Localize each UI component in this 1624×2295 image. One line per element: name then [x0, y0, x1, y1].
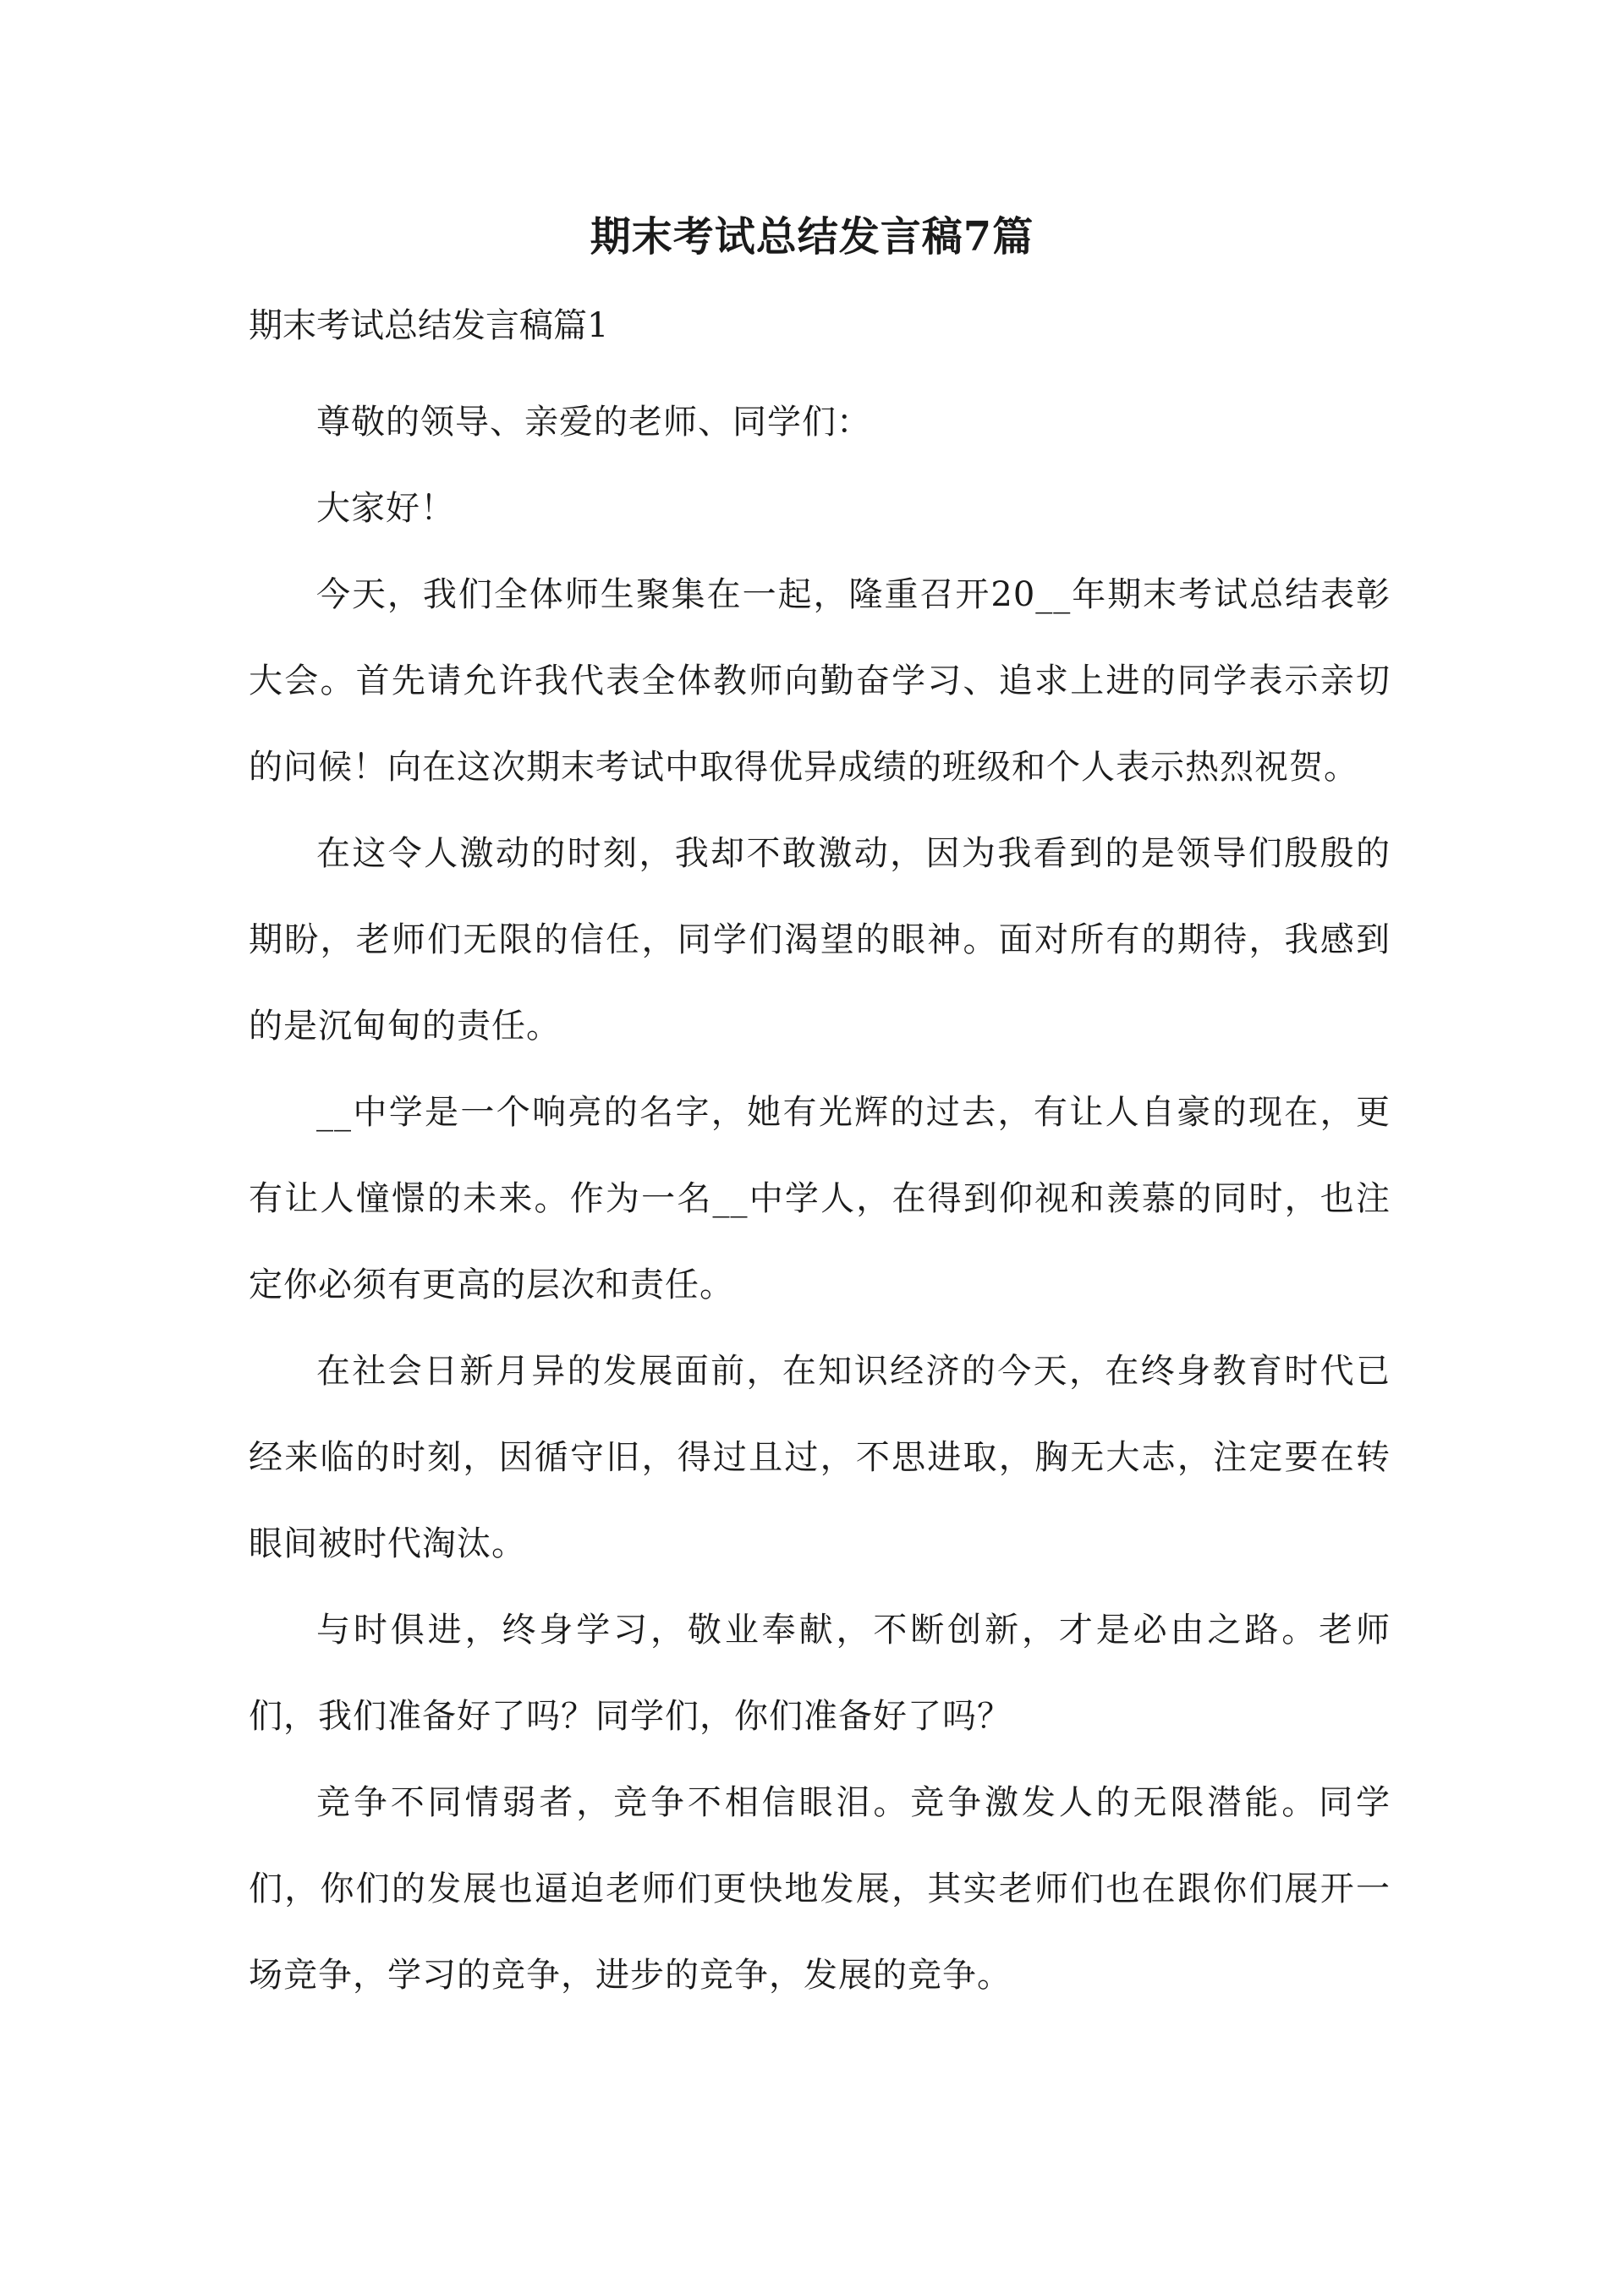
paragraph-salutation: 尊敬的领导、亲爱的老师、同学们： [316, 403, 871, 442]
paragraph: 今天，我们全体师生聚集在一起，隆重召开20__年期末考试总结表彰大会。首先请允许我代表全体教师向勤奋学习、追求上进的同学表示亲切的问候！向在这次期末考试中取得优异成绩的班级和个人表示热烈祝贺。 [249, 575, 1391, 787]
paragraph-greeting: 大家好！ [316, 489, 455, 528]
paragraph: 在社会日新月异的发展面前，在知识经济的今天，在终身教育时代已经来临的时刻，因循守旧，得过且过，不思进取，胸无大志，注定要在转眼间被时代淘汰。 [249, 1352, 1391, 1563]
paragraph: 在这令人激动的时刻，我却不敢激动，因为我看到的是领导们殷殷的期盼，老师们无限的信任，同学们渴望的眼神。面对所有的期待，我感到的是沉甸甸的责任。 [249, 834, 1391, 1046]
paragraph: __中学是一个响亮的名字，她有光辉的过去，有让人自豪的现在，更有让人憧憬的未来。作为一名__中学人，在得到仰视和羡慕的同时，也注定你必须有更高的层次和责任。 [249, 1093, 1391, 1304]
paragraph: 与时俱进，终身学习，敬业奉献，不断创新，才是必由之路。老师们，我们准备好了吗？同学们，你们准备好了吗？ [249, 1611, 1391, 1736]
document-body [249, 379, 1391, 2018]
section-heading: 期末考试总结发言稿篇1 [249, 306, 609, 345]
document-title: 期末考试总结发言稿7篇 [590, 213, 1034, 261]
paragraph: 竞争不同情弱者，竞争不相信眼泪。竞争激发人的无限潜能。同学们，你们的发展也逼迫老师们更快地发展，其实老师们也在跟你们展开一场竞争，学习的竞争，进步的竞争，发展的竞争。 [249, 1783, 1391, 1995]
